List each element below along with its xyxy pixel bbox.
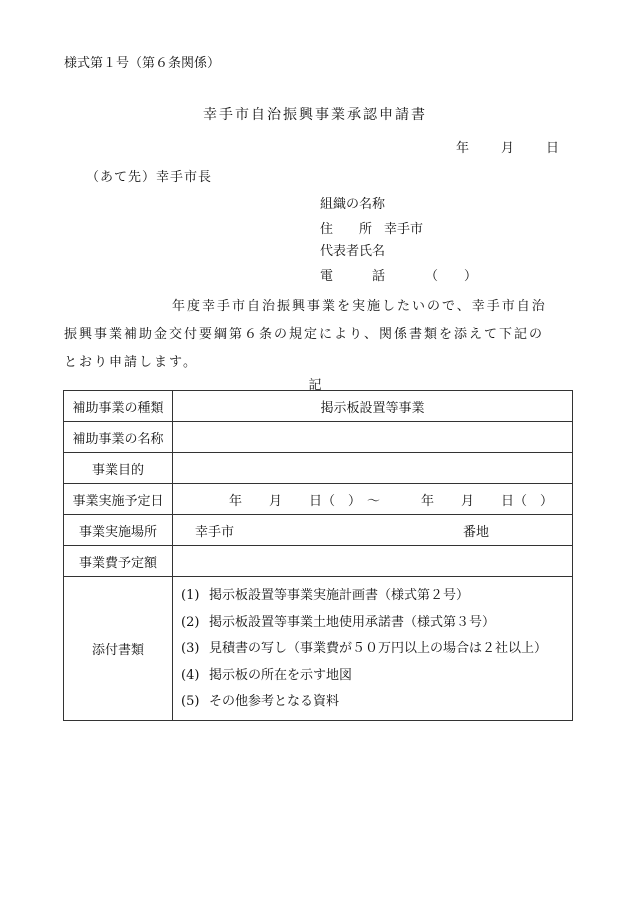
schedule-label: 事業実施予定日 xyxy=(64,484,173,515)
attachment-text: その他参考となる資料 xyxy=(209,694,340,709)
statement-line-3: とおり申請します。 xyxy=(64,355,198,370)
start-month: 月 xyxy=(269,493,283,509)
schedule-field[interactable] xyxy=(173,484,573,515)
applicant-phone xyxy=(320,265,477,284)
attachments-label: 添付書類 xyxy=(64,577,173,721)
statement-line-1: 年度幸手市自治振興事業を実施したいので、幸手市自治 xyxy=(172,299,547,314)
form-number: 様式第１号（第６条関係） xyxy=(64,56,221,71)
attachment-text: 掲示板設置等事業実施計画書（様式第２号） xyxy=(209,588,470,603)
day-label: 日 xyxy=(546,141,560,156)
list-item xyxy=(181,583,572,610)
cost-field[interactable] xyxy=(173,546,573,577)
start-day: 日（ ） xyxy=(309,493,362,509)
table-row xyxy=(64,453,573,484)
attachments-cell xyxy=(173,577,573,721)
table-row xyxy=(64,484,573,515)
list-item xyxy=(181,689,572,716)
list-item xyxy=(181,610,572,637)
project-type-label: 補助事業の種類 xyxy=(64,391,173,422)
schedule-tilde: ～ xyxy=(367,493,381,509)
table-row xyxy=(64,515,573,546)
application-table xyxy=(63,390,573,721)
ki-heading: 記 xyxy=(308,378,322,393)
start-year: 年 xyxy=(229,493,243,509)
end-day: 日（ ） xyxy=(501,493,554,509)
list-item xyxy=(181,636,572,663)
attachment-text: 見積書の写し（事業費が５０万円以上の場合は２社以上） xyxy=(209,641,548,656)
project-purpose-field[interactable] xyxy=(173,453,573,484)
attachment-text: 掲示板設置等事業土地使用承諾書（様式第３号） xyxy=(209,614,496,630)
attachment-number: (4) xyxy=(181,667,200,683)
project-purpose-label: 事業目的 xyxy=(64,453,173,484)
attachment-number: (2) xyxy=(181,614,200,630)
attachments-list xyxy=(173,577,572,720)
document-title: 幸手市自治振興事業承認申請書 xyxy=(203,107,427,123)
place-suffix: 番地 xyxy=(463,524,490,540)
table-row xyxy=(64,422,573,453)
applicant-org-label: 組織の名称 xyxy=(320,197,386,212)
applicant-address-value: 幸手市 xyxy=(384,222,424,237)
attachment-number: (1) xyxy=(181,588,200,603)
table-row xyxy=(64,577,573,721)
application-statement xyxy=(64,293,568,377)
end-month: 月 xyxy=(461,493,475,509)
place-field[interactable] xyxy=(173,515,573,546)
cost-label: 事業費予定額 xyxy=(64,546,173,577)
statement-line-2: 振興事業補助金交付要綱第６条の規定により、関係書類を添えて下記の xyxy=(64,327,545,342)
project-type-value: 掲示板設置等事業 xyxy=(173,391,573,422)
end-year: 年 xyxy=(421,493,435,509)
project-name-field[interactable] xyxy=(173,422,573,453)
table-row xyxy=(64,391,573,422)
attachment-number: (5) xyxy=(181,694,200,709)
applicant-phone-label: 電 話 xyxy=(320,269,386,284)
table-row xyxy=(64,546,573,577)
date-line xyxy=(456,137,559,156)
project-name-label: 補助事業の名称 xyxy=(64,422,173,453)
applicant-address xyxy=(320,218,423,237)
place-label: 事業実施場所 xyxy=(64,515,173,546)
addressee: （あて先）幸手市長 xyxy=(86,170,213,185)
attachment-text: 掲示板の所在を示す地図 xyxy=(209,667,353,683)
applicant-phone-value: （ ） xyxy=(425,269,478,284)
place-city: 幸手市 xyxy=(195,524,235,540)
year-label: 年 xyxy=(456,141,470,156)
applicant-address-label: 住 所 xyxy=(320,222,373,237)
applicant-representative-label: 代表者氏名 xyxy=(320,244,386,259)
month-label: 月 xyxy=(501,141,515,156)
list-item xyxy=(181,663,572,690)
attachment-number: (3) xyxy=(181,641,200,656)
